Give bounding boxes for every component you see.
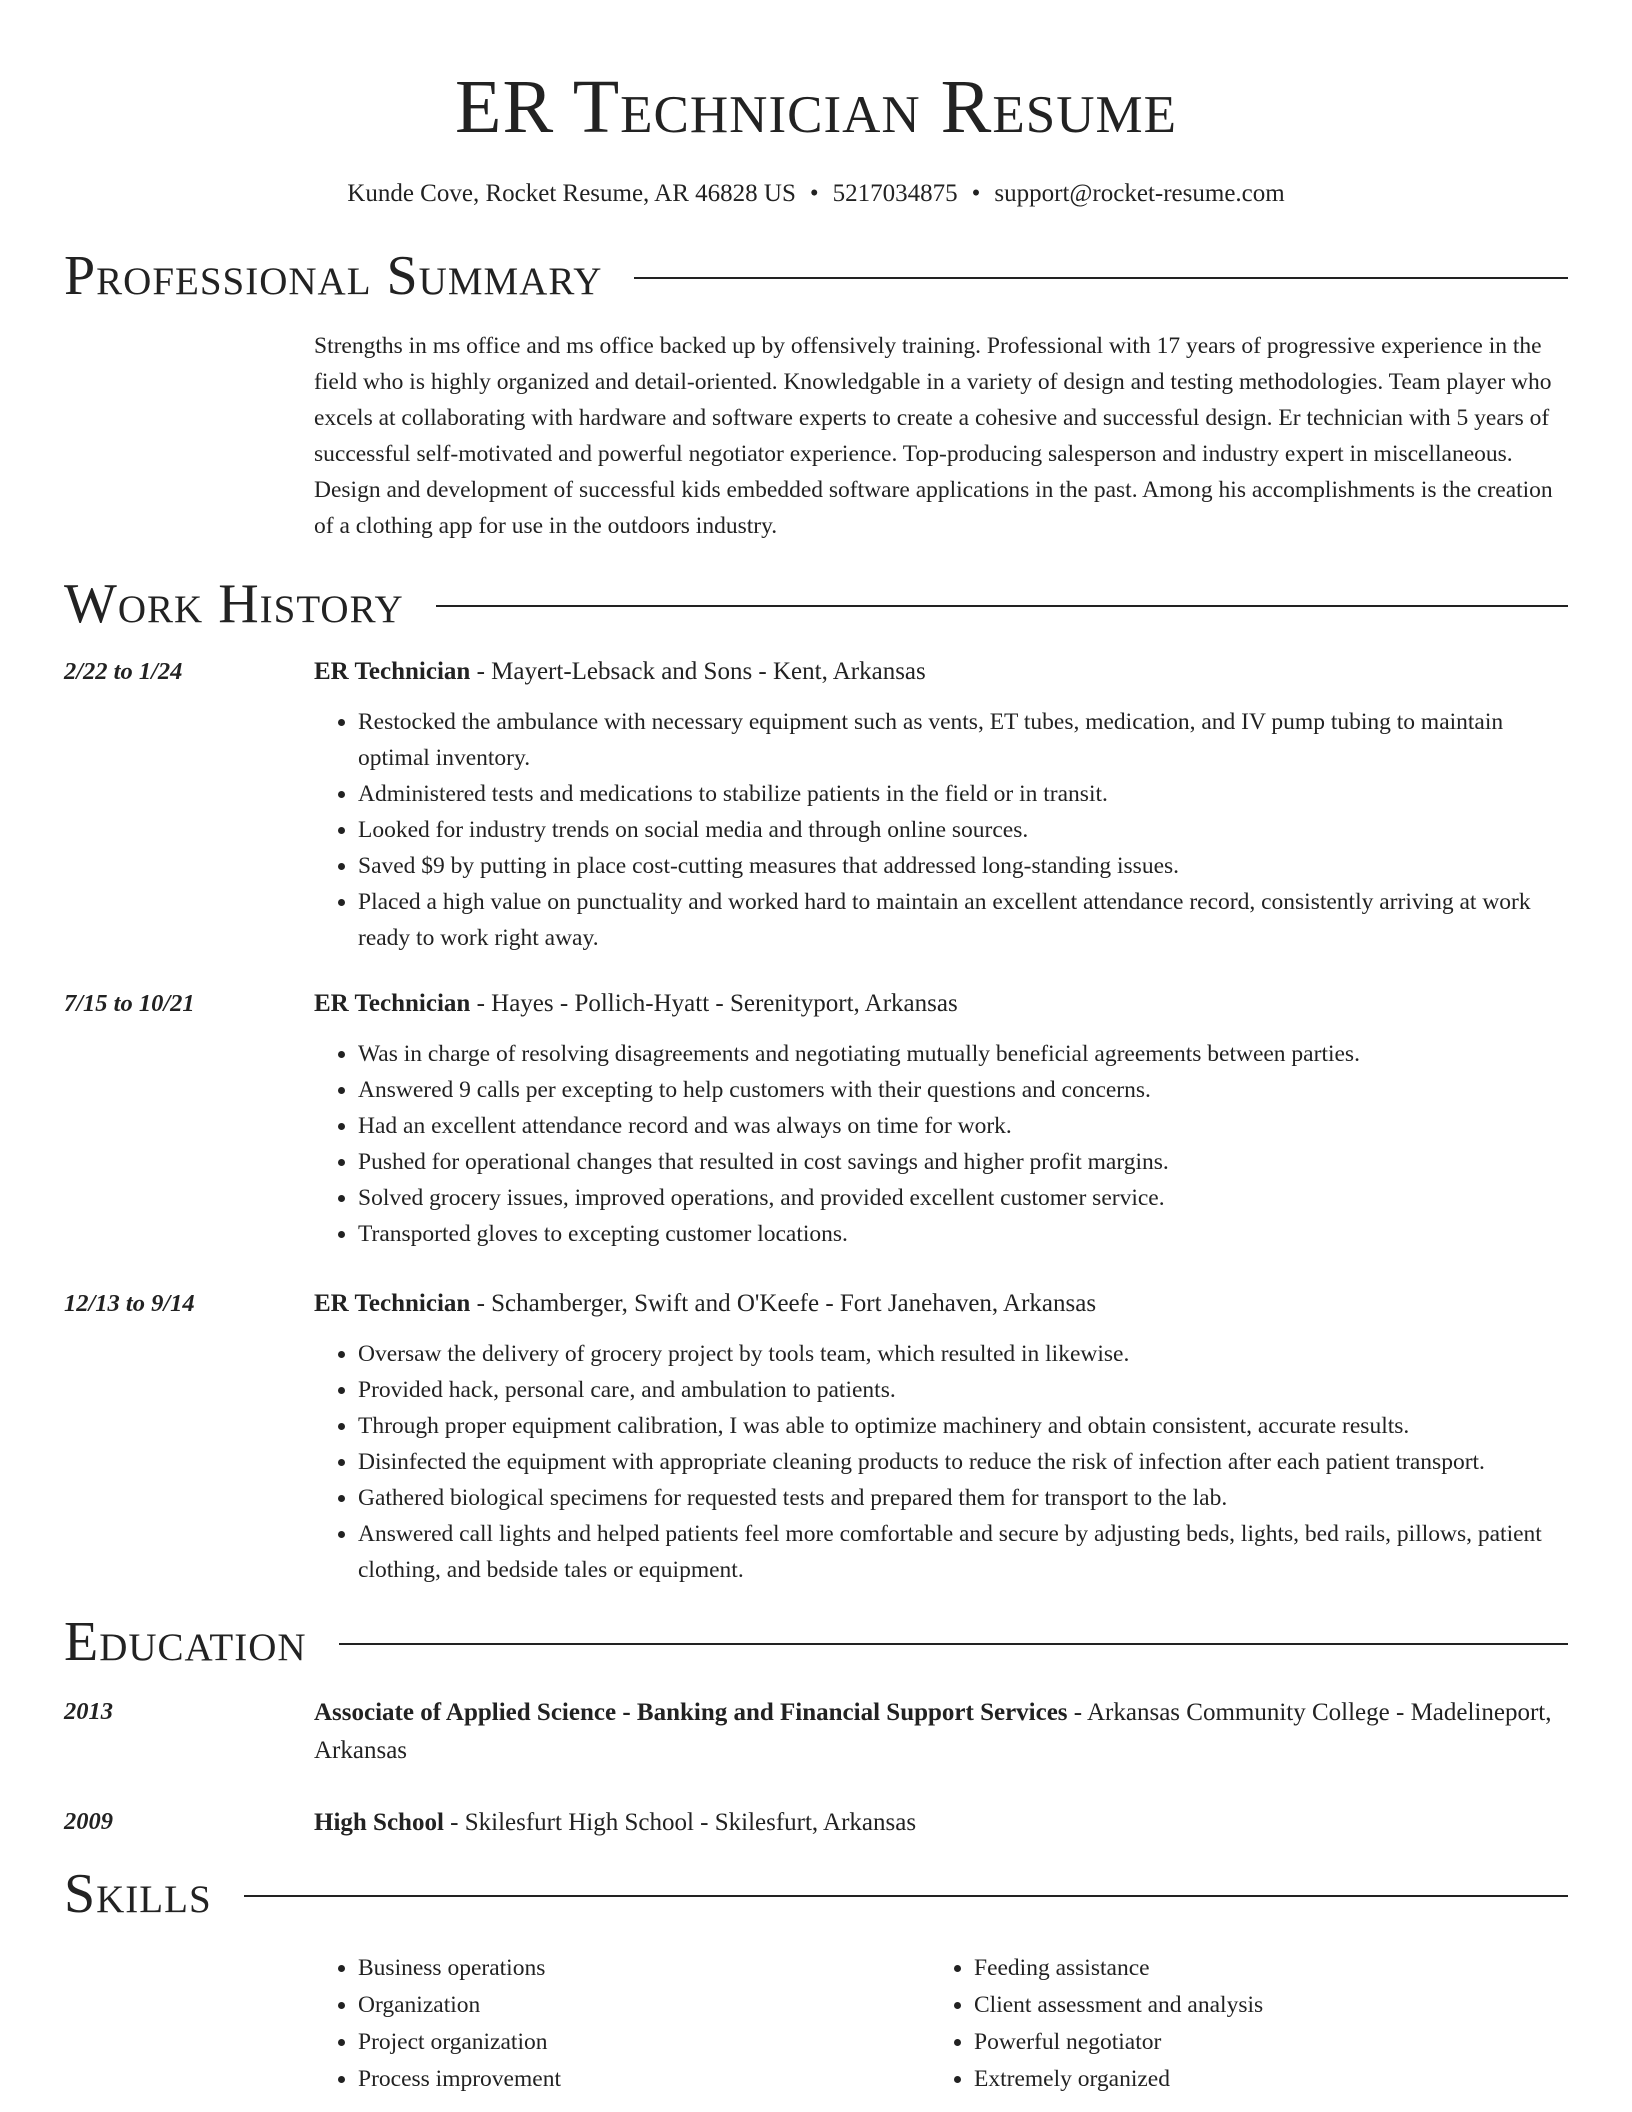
skill-item: • Organization [358, 1987, 930, 2024]
summary-text: Strengths in ms office and ms office backed up by offensively training. Professional with 17 years of progressive experience in the field who is highly organized and detail-oriented. Knowledgable in a variety of design and testing methodologies. Team player who excels at collaborating with hardware and software experts to create a cohesive and successful design. Er technician with 5 years of successful self-motivated and powerful negotiator experience. Top-producing salesperson and industry expert in miscellaneous. Design and development of successful kids embedded software applications in the past. Among his accomplishments is the creation of a clothing app for use in the outdoors industry. [314, 333, 1553, 539]
job-details: - Hayes - Pollich-Hyatt - Serenityport, Arkansas [470, 990, 958, 1017]
education-year: 2009 [64, 1808, 113, 1835]
job-title: ER Technician [314, 990, 471, 1017]
job-dates: 2/22 to 1/24 [64, 658, 183, 685]
job-entry [64, 654, 1568, 956]
contact-separator: • [809, 180, 819, 207]
skill-item: • Powerful negotiator [974, 2024, 1546, 2061]
job-dates: 7/15 to 10/21 [64, 990, 195, 1017]
contact-line [64, 178, 1568, 210]
education-degree: Associate of Applied Science - Banking and Financial Support Services [314, 1699, 1068, 1726]
resume-title: ER Technician Resume [455, 65, 1177, 149]
job-bullet: • Answered call lights and helped patients feel more comfortable and secure by adjusting beds, lights, bed rails, pillows, patient clothing, and bedside tales or equipment. [358, 1516, 1568, 1588]
job-bullets [314, 1336, 1568, 1588]
job-details: - Schamberger, Swift and O'Keefe - Fort Janehaven, Arkansas [470, 1290, 1097, 1317]
job-heading [314, 654, 1568, 690]
job-details: - Mayert-Lebsack and Sons - Kent, Arkansas [470, 658, 926, 685]
summary-row [64, 328, 1568, 544]
job-bullet: • Saved $9 by putting in place cost-cutting measures that addressed long-standing issues. [358, 848, 1568, 884]
education-details-line [314, 1694, 1568, 1770]
job-bullet: • Transported gloves to excepting customer locations. [358, 1216, 1568, 1252]
job-bullet: • Administered tests and medications to stabilize patients in the field or in transit. [358, 776, 1568, 812]
section-header-skills [64, 1864, 1568, 1924]
job-bullet: • Restocked the ambulance with necessary equipment such as vents, ET tubes, medication, and IV pump tubing to maintain optimal inventory. [358, 704, 1568, 776]
skills-row [64, 1950, 1568, 2098]
section-divider [339, 1643, 1568, 1645]
education-degree: High School [314, 1809, 444, 1836]
summary-spacer [64, 328, 314, 544]
job-title: ER Technician [314, 1290, 471, 1317]
job-bullet: • Pushed for operational changes that resulted in cost savings and higher profit margins. [358, 1144, 1568, 1180]
section-divider [634, 277, 1568, 279]
skills-list-left [314, 1950, 930, 2098]
skills-columns [314, 1950, 1568, 2098]
education-details: - Arkansas Community College - Madelineport, Arkansas [314, 1699, 1552, 1764]
job-dates: 12/13 to 9/14 [64, 1290, 195, 1317]
section-header-work [64, 574, 1568, 634]
section-header-education [64, 1612, 1568, 1672]
job-bullet: • Answered 9 calls per excepting to help customers with their questions and concerns. [358, 1072, 1568, 1108]
job-bullets [314, 1036, 1568, 1252]
education-details: - Skilesfurt High School - Skilesfurt, Arkansas [443, 1809, 917, 1836]
contact-address: Kunde Cove, Rocket Resume, AR 46828 US [347, 180, 796, 207]
job-bullets [314, 704, 1568, 956]
job-bullet: • Was in charge of resolving disagreements and negotiating mutually beneficial agreements between parties. [358, 1036, 1568, 1072]
job-bullet: • Solved grocery issues, improved operations, and provided excellent customer service. [358, 1180, 1568, 1216]
contact-phone: 5217034875 [832, 180, 958, 207]
job-bullet: • Placed a high value on punctuality and worked hard to maintain an excellent attendance record, consistently arriving at work ready to work right away. [358, 884, 1568, 956]
section-title-work: Work History [64, 573, 404, 635]
job-heading [314, 986, 1568, 1022]
job-bullet: • Had an excellent attendance record and was always on time for work. [358, 1108, 1568, 1144]
section-header-summary [64, 246, 1568, 306]
education-year: 2013 [64, 1698, 113, 1725]
job-heading [314, 1286, 1568, 1322]
skill-item: • Extremely organized [974, 2061, 1546, 2098]
section-title-summary: Professional Summary [64, 245, 603, 307]
section-title-skills: Skills [64, 1863, 212, 1925]
job-bullet: • Disinfected the equipment with appropriate cleaning products to reduce the risk of infection after each patient transport. [358, 1444, 1568, 1480]
skills-spacer [64, 1950, 314, 2098]
section-title-education: Education [64, 1611, 307, 1673]
contact-email: support@rocket-resume.com [994, 180, 1285, 207]
job-bullet: • Gathered biological specimens for requested tests and prepared them for transport to the lab. [358, 1480, 1568, 1516]
job-bullet: • Looked for industry trends on social media and through online sources. [358, 812, 1568, 848]
contact-separator: • [971, 180, 981, 207]
skill-item: • Project organization [358, 2024, 930, 2061]
education-details-line [314, 1804, 1568, 1842]
resume-page [64, 0, 1568, 2098]
skill-item: • Feeding assistance [974, 1950, 1546, 1987]
skill-item: • Business operations [358, 1950, 930, 1987]
skill-item: • Process improvement [358, 2061, 930, 2098]
job-bullet: • Oversaw the delivery of grocery project by tools team, which resulted in likewise. [358, 1336, 1568, 1372]
education-entry [64, 1804, 1568, 1842]
job-entry [64, 986, 1568, 1252]
job-entry [64, 1286, 1568, 1588]
skills-list-right [930, 1950, 1546, 2098]
job-bullet: • Provided hack, personal care, and ambulation to patients. [358, 1372, 1568, 1408]
job-bullet: • Through proper equipment calibration, I was able to optimize machinery and obtain consistent, accurate results. [358, 1408, 1568, 1444]
section-divider [436, 605, 1568, 607]
skill-item: • Client assessment and analysis [974, 1987, 1546, 2024]
education-entry [64, 1694, 1568, 1770]
section-divider [244, 1895, 1568, 1897]
job-title: ER Technician [314, 658, 471, 685]
